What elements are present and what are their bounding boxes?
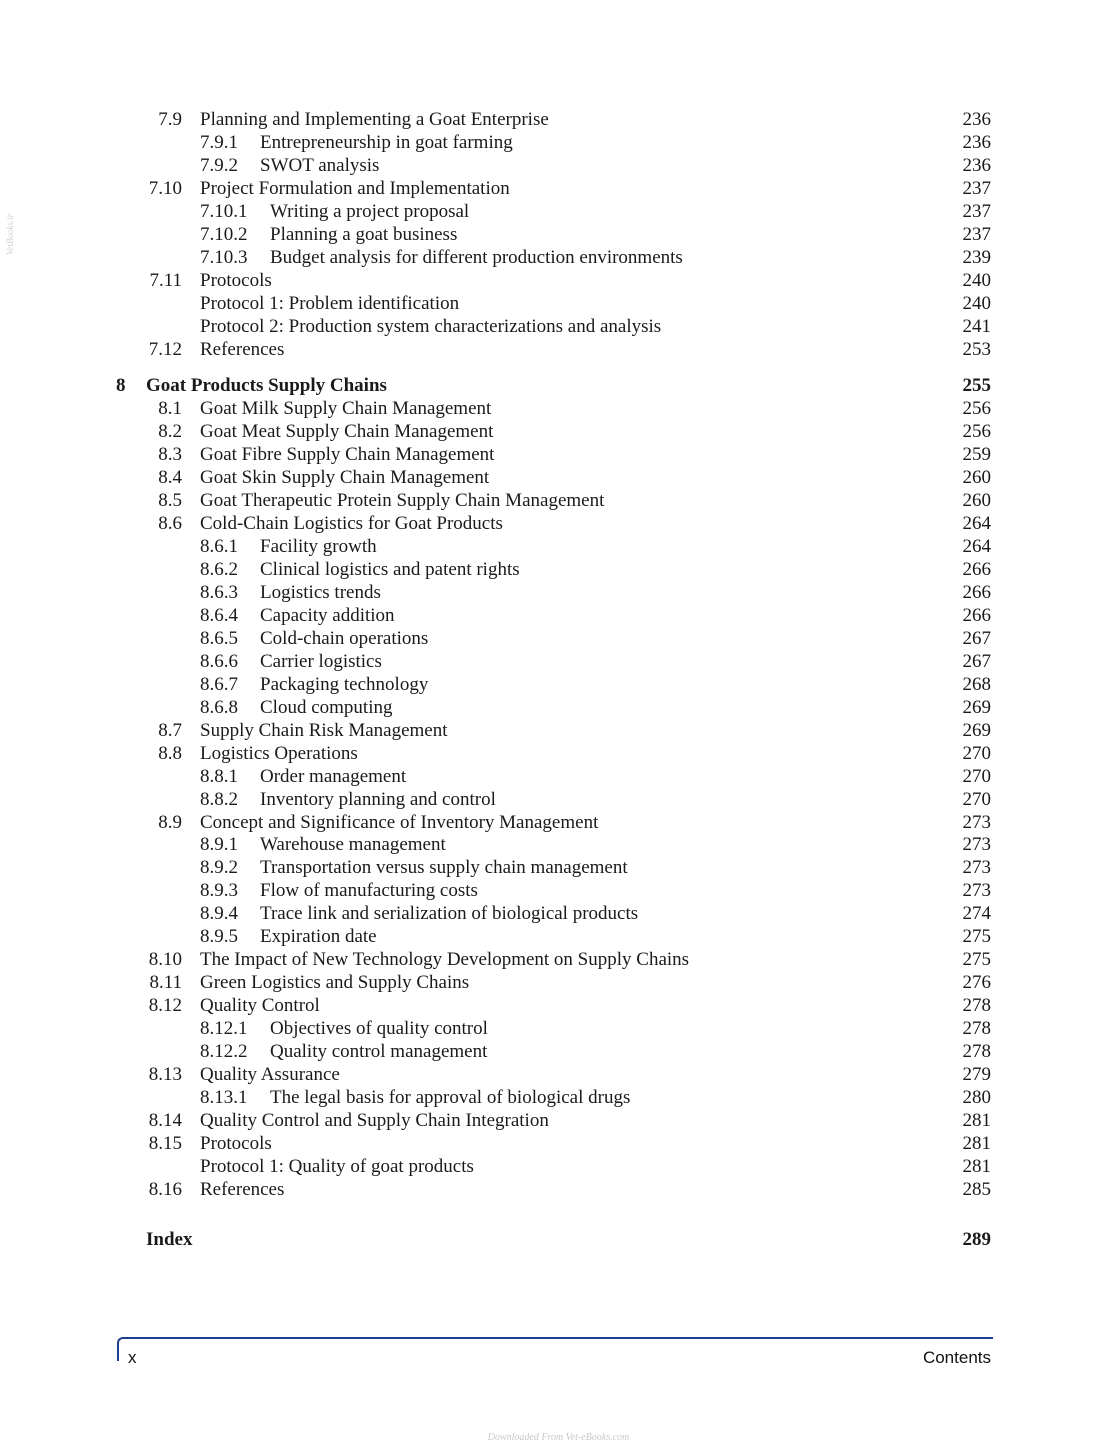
- toc-entry-title: Writing a project proposal: [270, 200, 470, 222]
- toc-entry-title: Protocols: [200, 1132, 272, 1154]
- toc-entry-page: 256: [962, 398, 991, 420]
- footer-page-number: x: [128, 1348, 137, 1367]
- toc-entry-title: Order management: [260, 765, 407, 787]
- toc-entry-title: Entrepreneurship in goat farming: [260, 131, 513, 153]
- toc-entry-title: Clinical logistics and patent rights: [260, 559, 520, 581]
- toc-entry-number: 8.15: [148, 1132, 182, 1154]
- toc-entry-title: Goat Skin Supply Chain Management: [200, 467, 490, 489]
- toc-entry-page: 236: [962, 109, 991, 130]
- toc-entry-page: 281: [962, 1132, 991, 1154]
- toc-entry-number: 8.6.7: [200, 673, 238, 695]
- toc-entry: [0, 420, 1117, 443]
- toc-entry-number: 8.13: [148, 1063, 182, 1085]
- toc-entry-number: 8.6.1: [200, 536, 238, 558]
- toc-entry-page: 239: [962, 246, 991, 268]
- toc-entry-page: 237: [962, 200, 991, 222]
- toc-entry-page: 281: [962, 1109, 991, 1131]
- footer-section-title: Contents: [922, 1348, 991, 1367]
- toc-entry: [0, 315, 1117, 338]
- toc-entry-page: 236: [962, 154, 991, 176]
- toc-entry-title: Transportation versus supply chain management: [260, 857, 628, 879]
- toc-entry: [0, 489, 1117, 512]
- toc-entry-title: Facility growth: [260, 536, 377, 558]
- toc-entry-page: 281: [962, 1155, 991, 1177]
- toc-entry: [0, 131, 1117, 154]
- toc-entry: [0, 833, 1117, 856]
- toc-entry-number: 8.9.2: [200, 857, 238, 879]
- toc-entry-number: 8.3: [158, 444, 182, 466]
- toc-entry-page: 285: [962, 1178, 991, 1200]
- toc-entry: [0, 856, 1117, 879]
- toc-entry: [0, 1178, 1117, 1201]
- toc-entry-page: 268: [962, 673, 991, 695]
- toc-entry: [0, 811, 1117, 834]
- toc-entry-title: Quality Control and Supply Chain Integration: [200, 1109, 549, 1131]
- toc-entry-page: 273: [962, 857, 991, 879]
- toc-entry: [0, 788, 1117, 811]
- toc-entry-page: 269: [962, 719, 991, 741]
- toc-entry: [0, 696, 1117, 719]
- toc-entry-page: 273: [962, 811, 991, 833]
- toc-entry-number: 8.8.2: [200, 788, 238, 810]
- toc-entry: [0, 108, 1117, 131]
- toc-entry-title: Planning a goat business: [270, 223, 458, 245]
- toc-entry-page: 276: [962, 972, 991, 994]
- toc-entry-title: References: [200, 338, 285, 360]
- toc-entry-title: Goat Therapeutic Protein Supply Chain Management: [200, 490, 605, 512]
- toc-entry-page: 273: [962, 880, 991, 902]
- toc-entry-page: 256: [962, 421, 991, 443]
- toc-entry: [0, 443, 1117, 466]
- toc-entry-page: 280: [962, 1086, 991, 1108]
- toc-entry-title: Cold-Chain Logistics for Goat Products: [200, 513, 503, 535]
- toc-entry-number: 8.6.8: [200, 696, 238, 718]
- toc-entry-number: 8.9.4: [200, 903, 238, 925]
- toc-entry-page: 240: [962, 269, 991, 291]
- footer-rule: [117, 1337, 993, 1361]
- toc-entry-page: 264: [962, 513, 991, 535]
- toc-entry-page: 259: [962, 444, 991, 466]
- toc-entry-page: 266: [962, 604, 991, 626]
- toc-entry-page: 278: [962, 1041, 991, 1062]
- toc-entry: [0, 719, 1117, 742]
- toc-entry-title: Goat Fibre Supply Chain Management: [200, 444, 495, 466]
- toc-entry-page: 275: [962, 949, 991, 971]
- toc-entry-title: Inventory planning and control: [260, 788, 496, 810]
- toc-entry-page: 274: [962, 903, 991, 925]
- toc-entry-page: 267: [962, 627, 991, 649]
- toc-entry-number: 8.6.5: [200, 627, 238, 649]
- toc-entry-number: 7.10.2: [200, 223, 248, 245]
- toc-entry: [0, 742, 1117, 765]
- toc-entry-title: Carrier logistics: [260, 650, 382, 672]
- toc-entry-number: 8.8: [158, 742, 182, 764]
- toc-entry-page: 237: [962, 177, 991, 199]
- toc-entry-number: 8.4: [158, 467, 182, 489]
- toc-entry-number: 7.9: [158, 109, 182, 130]
- toc-entry-title: Warehouse management: [260, 834, 446, 856]
- toc-entry-page: 237: [962, 223, 991, 245]
- chapter-heading: [0, 374, 1117, 397]
- toc-entry-page: 273: [962, 834, 991, 856]
- toc-entry-title: The Impact of New Technology Development on Supply Chains: [200, 949, 690, 971]
- toc-entry: [0, 292, 1117, 315]
- toc-entry-title: Quality Assurance: [200, 1063, 340, 1085]
- toc-entry-number: 7.10.1: [200, 200, 248, 222]
- toc-entry: [0, 650, 1117, 673]
- toc-entry-title: Goat Meat Supply Chain Management: [200, 421, 494, 443]
- toc-entry-number: 8.11: [149, 972, 182, 994]
- index-entry: [0, 1228, 1117, 1251]
- toc-entry-page: 278: [962, 995, 991, 1017]
- toc-entry-number: 7.12: [148, 338, 182, 360]
- toc-entry-page: 269: [962, 696, 991, 718]
- toc-entry-title: Protocol 1: Problem identification: [200, 292, 460, 314]
- toc-entry-page: 266: [962, 582, 991, 603]
- toc-entry: [0, 1086, 1117, 1109]
- toc-entry-number: 7.9.2: [200, 154, 238, 176]
- toc-entry: [0, 581, 1117, 604]
- toc-entry: [0, 948, 1117, 971]
- toc-entry-number: 8.2: [158, 421, 182, 443]
- toc-entry: [0, 1017, 1117, 1040]
- toc-entry: [0, 1040, 1117, 1063]
- toc-entry: [0, 338, 1117, 361]
- toc-entry-title: Packaging technology: [260, 673, 429, 695]
- toc-entry-number: 8.6.2: [200, 559, 238, 581]
- toc-entry-number: 8.9.3: [200, 880, 238, 902]
- toc-entry: [0, 535, 1117, 558]
- toc-entry: [0, 154, 1117, 177]
- toc-entry-number: 8.13.1: [200, 1086, 248, 1108]
- toc-entry: [0, 512, 1117, 535]
- toc-entry: [0, 971, 1117, 994]
- toc-entry-title: Supply Chain Risk Management: [200, 719, 448, 741]
- toc-entry-title: Planning and Implementing a Goat Enterprise: [200, 109, 549, 130]
- toc-entry-title: Protocol 2: Production system characterizations and analysis: [200, 315, 662, 337]
- toc-entry: [0, 902, 1117, 925]
- toc-entry: [0, 1132, 1117, 1155]
- toc-entry-number: 7.10.3: [200, 246, 248, 268]
- toc-entry-page: 275: [962, 926, 991, 948]
- toc-entry-title: The legal basis for approval of biological drugs: [270, 1086, 631, 1108]
- toc-entry-page: 260: [962, 490, 991, 512]
- toc-entry-title: Flow of manufacturing costs: [260, 880, 478, 902]
- toc-entry: [0, 200, 1117, 223]
- toc-entry-number: 8.6: [158, 513, 182, 535]
- toc-entry-title: Budget analysis for different production environments: [270, 246, 683, 268]
- toc-entry: [0, 246, 1117, 269]
- toc-entry-page: 289: [962, 1228, 991, 1250]
- toc-entry-number: 8.5: [158, 490, 182, 512]
- toc-entry: [0, 223, 1117, 246]
- toc-entry: [0, 558, 1117, 581]
- toc-entry-number: 8.9.5: [200, 926, 238, 948]
- toc-entry: [0, 925, 1117, 948]
- toc-entry-page: 278: [962, 1018, 991, 1040]
- toc-entry-number: 7.10: [148, 177, 182, 199]
- toc-entry-title: Concept and Significance of Inventory Management: [200, 811, 599, 833]
- toc-entry-title: Cloud computing: [260, 696, 393, 718]
- toc-entry: [0, 177, 1117, 200]
- toc-entry-number: 8.10: [148, 949, 182, 971]
- toc-entry-page: 240: [962, 292, 991, 314]
- toc-entry-page: 279: [962, 1063, 991, 1085]
- toc-entry-title: Cold-chain operations: [260, 627, 429, 649]
- toc-entry: [0, 1063, 1117, 1086]
- toc-entry-number: 8.9: [158, 811, 182, 833]
- toc-entry-number: 8.16: [148, 1178, 182, 1200]
- toc-entry-title: SWOT analysis: [260, 154, 380, 176]
- toc-entry-title: Logistics Operations: [200, 742, 358, 764]
- toc-entry-title: Logistics trends: [260, 582, 381, 603]
- toc-entry-title: Goat Products Supply Chains: [146, 375, 387, 397]
- toc-entry: [0, 1155, 1117, 1178]
- toc-entry: [0, 994, 1117, 1017]
- toc-entry-number: 8.9.1: [200, 834, 238, 856]
- toc-entry: [0, 627, 1117, 650]
- toc-entry: [0, 673, 1117, 696]
- toc-entry-page: 270: [962, 788, 991, 810]
- toc-entry-number: 8.14: [148, 1109, 182, 1131]
- toc-entry-number: 8.6.3: [200, 582, 238, 603]
- toc-entry: [0, 269, 1117, 292]
- toc-entry-number: 8.12.2: [200, 1041, 248, 1062]
- toc-entry-number: 8.1: [158, 398, 182, 420]
- toc-entry-title: Green Logistics and Supply Chains: [200, 972, 470, 994]
- toc-entry: [0, 879, 1117, 902]
- toc-entry-title: Trace link and serialization of biological products: [260, 903, 639, 925]
- toc-entry: [0, 1109, 1117, 1132]
- toc-entry-title: Protocols: [200, 269, 272, 291]
- toc-entry: [0, 765, 1117, 788]
- toc-entry-title: References: [200, 1178, 285, 1200]
- toc-entry-page: 255: [962, 375, 991, 397]
- toc-entry: [0, 466, 1117, 489]
- toc-entry-title: Capacity addition: [260, 604, 395, 626]
- toc-entry-number: 7.11: [149, 269, 182, 291]
- toc-entry-number: 8.12.1: [200, 1018, 248, 1040]
- toc-entry-number: 8.7: [158, 719, 182, 741]
- toc-entry-page: 260: [962, 467, 991, 489]
- toc-entry: [0, 604, 1117, 627]
- toc-entry-page: 264: [962, 536, 991, 558]
- toc-entry-number: 7.9.1: [200, 131, 238, 153]
- bottom-watermark: Downloaded From Vet-eBooks.com: [487, 1432, 630, 1443]
- toc-entry-title: Objectives of quality control: [270, 1018, 488, 1040]
- toc-entry-number: 8.12: [148, 995, 182, 1017]
- toc-entry-title: Goat Milk Supply Chain Management: [200, 398, 492, 420]
- toc-entry-title: Protocol 1: Quality of goat products: [200, 1155, 474, 1177]
- toc-entry-title: Quality Control: [200, 995, 320, 1017]
- toc-entry-page: 267: [962, 650, 991, 672]
- toc-entry-page: 266: [962, 559, 991, 581]
- toc-entry-number: 8: [116, 375, 126, 397]
- toc-entry-page: 270: [962, 742, 991, 764]
- side-watermark: VetBooks.ir: [5, 213, 15, 255]
- toc-entry: [0, 397, 1117, 420]
- toc-entry-number: 8.8.1: [200, 765, 238, 787]
- toc-entry-number: 8.6.6: [200, 650, 238, 672]
- toc-entry-title: Index: [146, 1228, 193, 1250]
- toc-entry-title: Quality control management: [270, 1041, 488, 1062]
- toc-entry-title: Project Formulation and Implementation: [200, 177, 510, 199]
- toc-entry-number: 8.6.4: [200, 604, 238, 626]
- toc-entry-page: 270: [962, 765, 991, 787]
- toc-entry-title: Expiration date: [260, 926, 377, 948]
- toc-entry-page: 241: [962, 315, 991, 337]
- toc-entry-page: 236: [962, 131, 991, 153]
- toc-entry-page: 253: [962, 338, 991, 360]
